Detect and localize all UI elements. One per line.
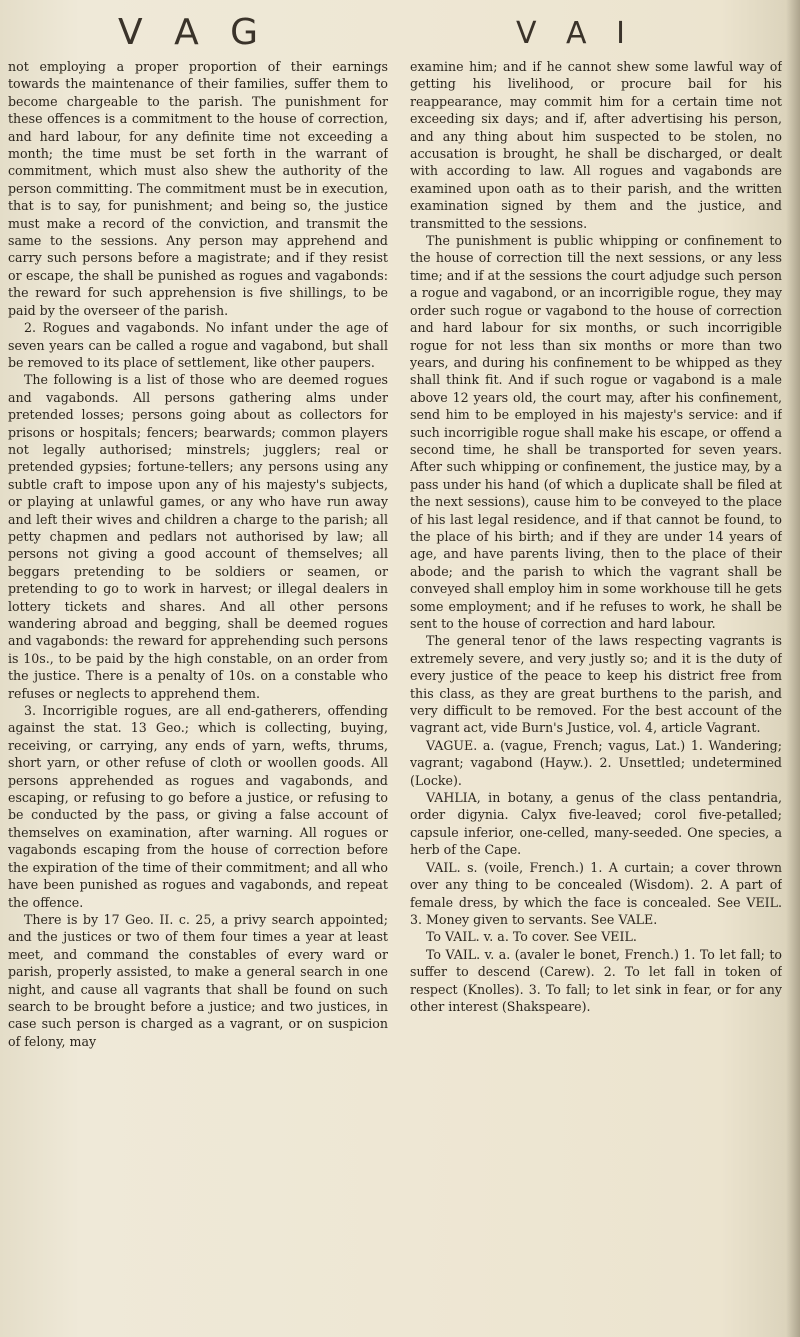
page-header <box>0 12 800 56</box>
paragraph: The punishment is public whipping or confinement to the house of correction till the next sessions, or any less time; and if at the sessions the court adjudge such person a rogue and vagabond, or an incorrigible rogue, they may order such rogue or vagabond to the house of correction and hard labour for six months, or such incorrigible rogue for not less than six months or more than two years, and during his confinement to be whipped as they shall think fit. And if such rogue or vagabond is a male above 12 years old, the court may, after his confinement, send him to be employed in his majesty's service: and if such incorrigible rogue shall make his escape, or offend a second time, he shall be transported for seven years. After such whipping or confinement, the justice may, by a pass under his hand (of which a duplicate shall be filed at the next sessions), cause him to be conveyed to the place of his last legal residence, and if that cannot be found, to the place of his birth; and if they are under 14 years of age, and have parents living, then to the place of their abode; and the parish to which the vagrant shall be conveyed shall employ him in some workhouse till he gets some employment; and if he refuses to work, he shall be sent to the house of correction and hard labour. <box>410 233 782 631</box>
paragraph: 3. Incorrigible rogues, are all end-gatherers, offending against the stat. 13 Geo.; which is collecting, buying, receiving, or carrying, any ends of yarn, wefts, thrums, short yarn, or other refuse of cloth or woollen goods. All persons apprehended as rogues and vagabonds, and escaping, or refusing to go before a justice, or refusing to be conducted by the pass, or giving a false account of themselves on examination, after warning. All rogues or vagabonds escaping from the house of correction before the expiration of the time of their commitment; and all who have been punished as rogues and vagabonds, and repeat the offence. <box>8 703 388 910</box>
paragraph: not employing a proper proportion of their earnings towards the maintenance of their families, suffer them to become chargeable to the parish. The punishment for these offences is a commitment to the house of correction, and hard labour, for any definite time not exceeding a month; the time must be set forth in the warrant of commitment, which must also shew the authority of the person committing. The commitment must be in execution, that is to say, for punishment; and being so, the justice must make a record of the conviction, and transmit the same to the sessions. Any person may apprehend and carry such persons before a magistrate; and if they resist or escape, the shall be punished as rogues and vagabonds: the reward for such apprehension is five shillings, to be paid by the overseer of the parish. <box>8 59 388 318</box>
running-head-left: V A G <box>118 12 269 53</box>
dictionary-entry: VAHLIA, in botany, a genus of the class pentandria, order digynia. Calyx five-leaved; corol five-petalled; capsule inferior, one-celled, many-seeded. One species, a herb of the Cape. <box>410 790 782 858</box>
paragraph: examine him; and if he cannot shew some lawful way of getting his livelihood, or procure bail for his reappearance, may commit him for a certain time not exceeding six days; and if, after advertising his person, and any thing about him suspected to be stolen, no accusation is brought, he shall be discharged, or dealt with according to law. All rogues and vagabonds are examined upon oath as to their parish, and the written examination signed by them and the justice, and transmitted to the sessions. <box>410 59 782 231</box>
dictionary-entry: VAGUE. a. (vague, French; vagus, Lat.) 1. Wandering; vagrant; vagabond (Hayw.). 2. Unsettled; undetermined (Locke). <box>410 737 782 788</box>
dictionary-entry: To VAIL. v. a. (avaler le bonet, French.) 1. To let fall; to suffer to descend (Carew). 2. To let fall in token of respect (Knolles). 3. To fall; to let sink in fear, or for any other interest (Shakspeare). <box>410 946 782 1014</box>
running-head-right: V A I <box>516 16 635 51</box>
dictionary-entry: VAIL. s. (voile, French.) 1. A curtain; a cover thrown over any thing to be concealed (Wisdom). 2. A part of female dress, by which the face is concealed. See VEIL. 3. Money given to servants. See VALE. <box>410 859 782 927</box>
paragraph: There is by 17 Geo. II. c. 25, a privy search appointed; and the justices or two of them four times a year at least meet, and command the constables of every ward or parish, properly assisted, to make a general search in one night, and cause all vagrants that shall be found on such search to be brought before a justice; and two justices, in case such person is charged as a vagrant, or on suspicion of felony, may <box>8 911 388 1049</box>
page-edge-shadow <box>786 0 800 1337</box>
paragraph: The general tenor of the laws respecting vagrants is extremely severe, and very justly so; and it is the duty of every justice of the peace to keep his district free from this class, as they are great burthens to the parish, and very difficult to be removed. For the best account of the vagrant act, vide Burn's Justice, vol. 4, article Vagrant. <box>410 633 782 736</box>
dictionary-entry: To VAIL. v. a. To cover. See VEIL. <box>426 929 637 945</box>
paragraph: The following is a list of those who are deemed rogues and vagabonds. All persons gathering alms under pretended losses; persons going about as collectors for prisons or hospitals; fencers; bearwards; common players not legally authorised; minstrels; jugglers; real or pretended gypsies; fortune-tellers; any persons using any subtle craft to impose upon any of his majesty's subjects, or playing at unlawful games, or any who have run away and left their wives and children a charge to the parish; all petty chapmen and pedlars not authorised by law; all persons not giving a good account of themselves; all beggars pretending to be soldiers or seamen, or pretending to go to work in harvest; or illegal dealers in lottery tickets and shares. And all other persons wandering abroad and begging, shall be deemed rogues and vagabonds: the reward for apprehending such persons is 10s., to be paid by the high constable, on an order from the justice. There is a penalty of 10s. on a constable who refuses or neglects to apprehend them. <box>8 372 388 701</box>
right-column <box>410 58 782 1308</box>
left-column <box>8 58 388 1308</box>
paragraph: 2. Rogues and vagabonds. No infant under the age of seven years can be called a rogue and vagabond, but shall be removed to its place of settlement, like other paupers. <box>8 320 388 370</box>
